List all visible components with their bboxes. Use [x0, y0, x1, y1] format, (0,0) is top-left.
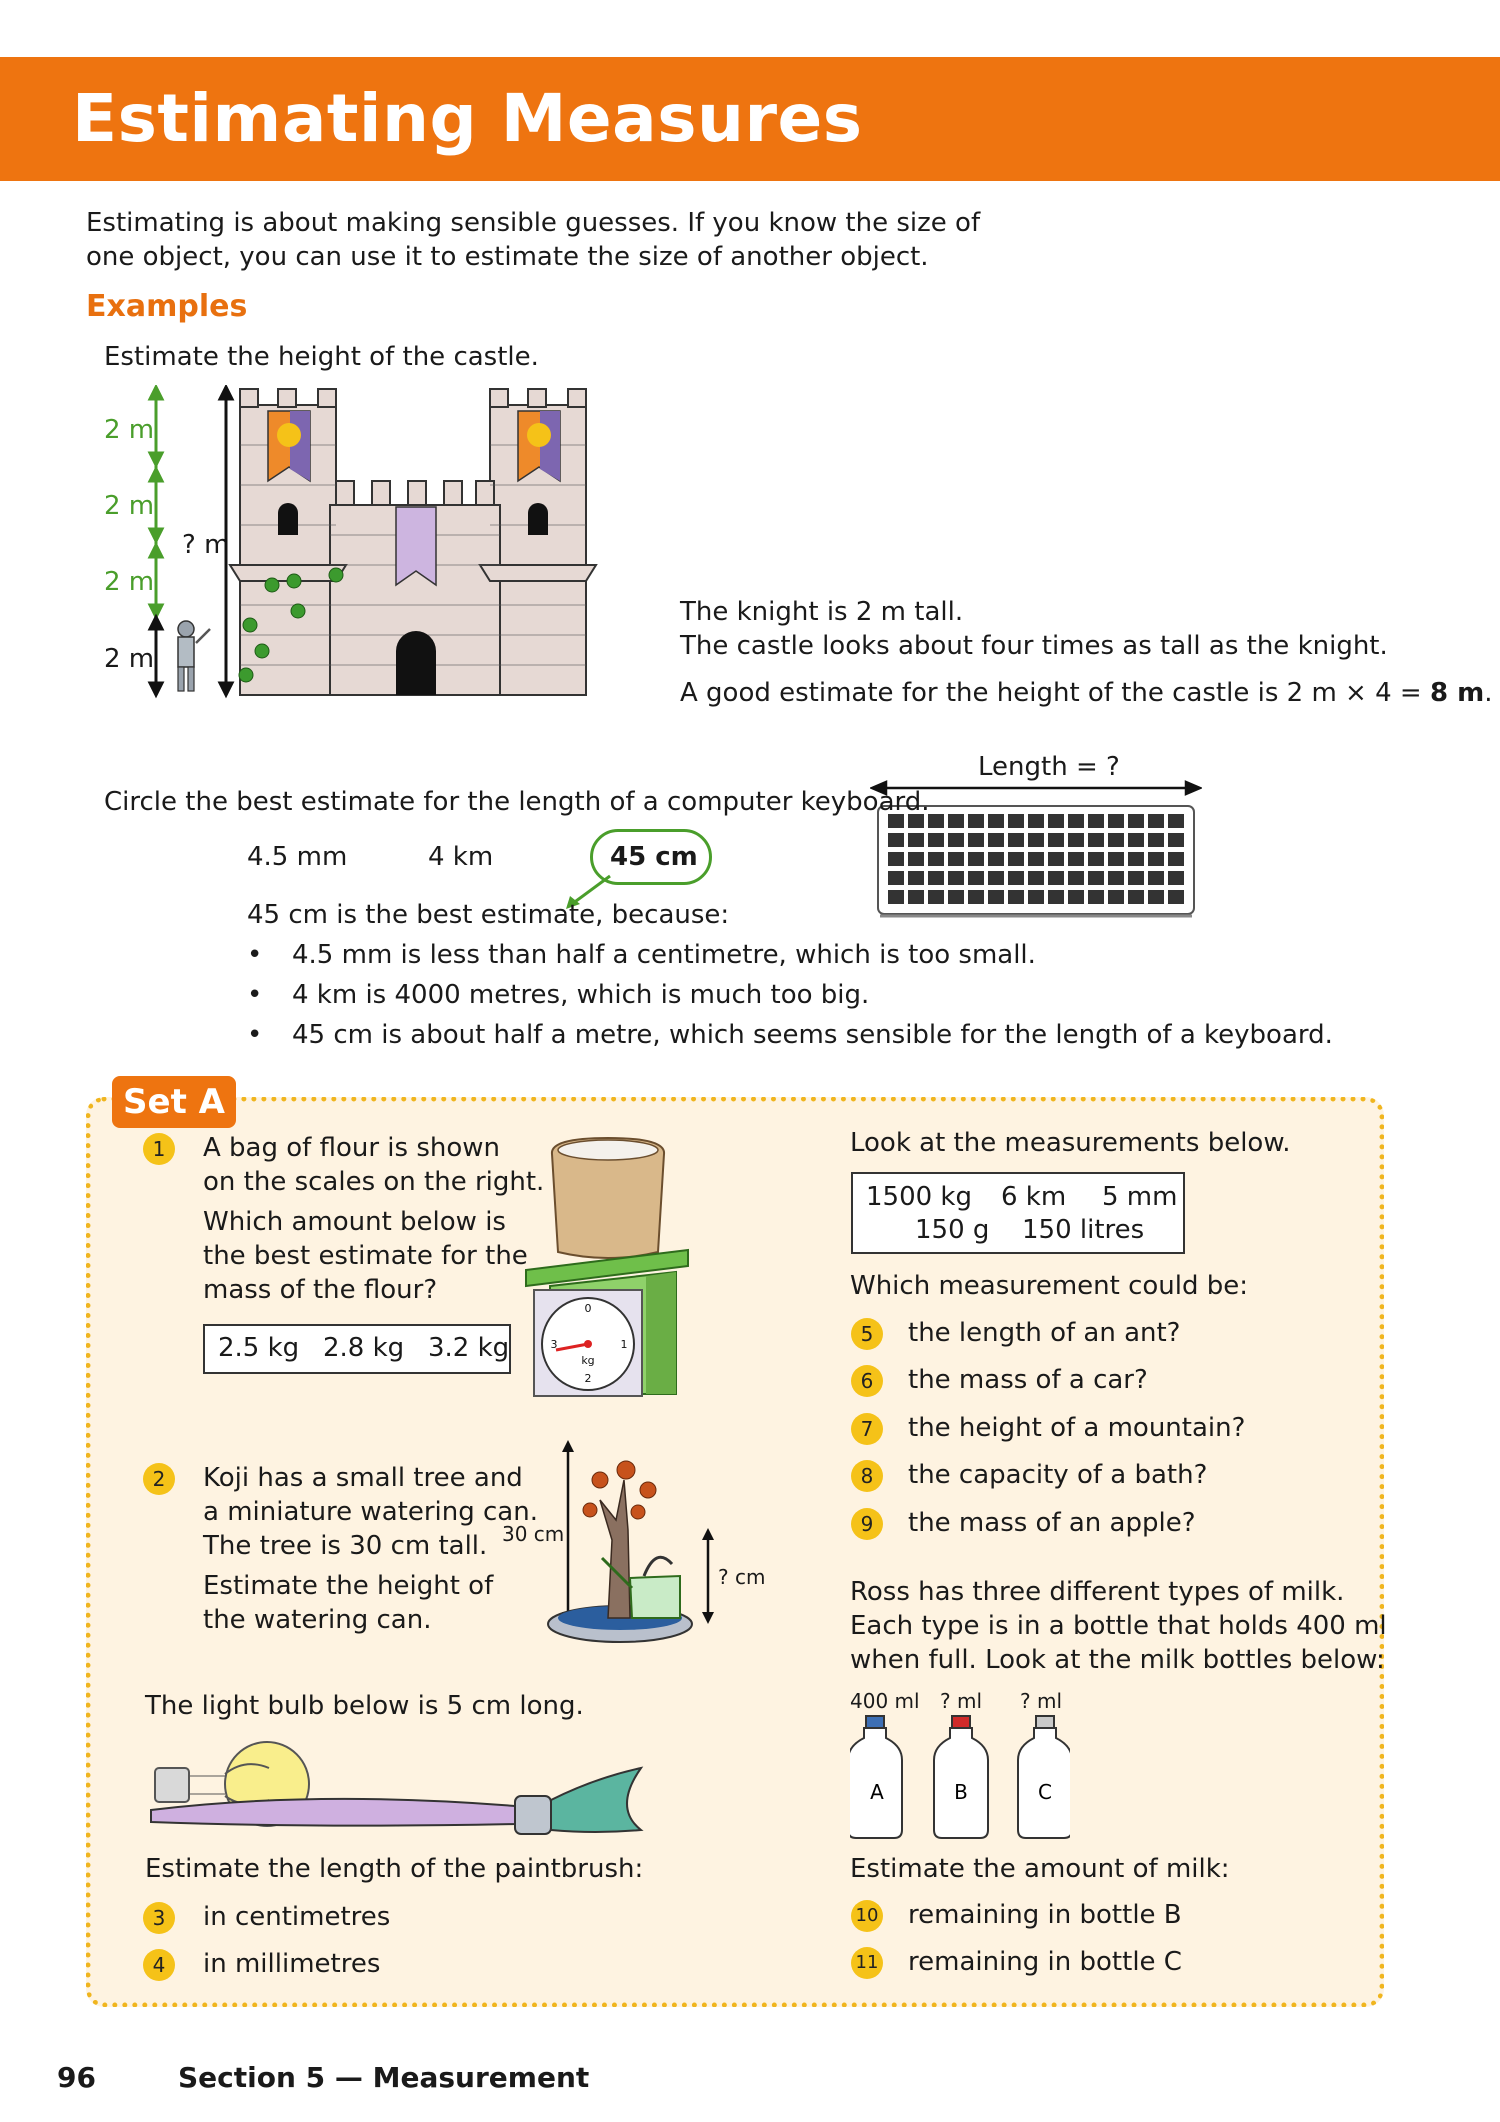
- keyboard-key: [1108, 871, 1124, 885]
- keyboard-key: [1048, 890, 1064, 904]
- question-number-4: 4: [143, 1949, 175, 1981]
- scale-unit: kg: [581, 1354, 595, 1367]
- castle-answer: 8 m: [1429, 678, 1485, 708]
- keyboard-key: [948, 852, 964, 866]
- keyboard-key: [908, 890, 924, 904]
- keyboard-key: [1008, 814, 1024, 828]
- q11-text: remaining in bottle C: [908, 1947, 1182, 1977]
- keyboard-key: [948, 890, 964, 904]
- question-number-8: 8: [851, 1460, 883, 1492]
- milk-line-2: Each type is in a bottle that holds 400 ml: [850, 1611, 1387, 1641]
- keyboard-option-3: 45 cm: [610, 842, 698, 872]
- keyboard-key: [968, 871, 984, 885]
- keyboard-key: [1068, 871, 1084, 885]
- keyboard-key: [988, 833, 1004, 847]
- keyboard-key: [1088, 814, 1104, 828]
- can-height-label: ? cm: [718, 1565, 766, 1589]
- castle-explanation-3: A good estimate for the height of the castle is 2 m × 4 = 8 m.: [680, 678, 1493, 708]
- keyboard-key: [1108, 833, 1124, 847]
- question-number-1: 1: [143, 1133, 175, 1165]
- q2-line-5: the watering can.: [203, 1605, 432, 1635]
- tree-height-label: 30 cm: [502, 1522, 565, 1546]
- keyboard-key: [1128, 814, 1144, 828]
- section-title: Section 5 — Measurement: [178, 2061, 590, 2094]
- question-number-11: 11: [851, 1947, 883, 1979]
- keyboard-key: [1168, 890, 1184, 904]
- measurement-2: 6 km: [1001, 1182, 1067, 1212]
- keyboard-key: [1008, 852, 1024, 866]
- keyboard-key: [928, 814, 944, 828]
- intro-line-2: one object, you can use it to estimate the size of another object.: [86, 242, 929, 272]
- question-number-5: 5: [851, 1318, 883, 1350]
- question-number-7: 7: [851, 1413, 883, 1445]
- keyboard-key: [948, 871, 964, 885]
- keyboard-bullet-3: 45 cm is about half a metre, which seems sensible for the length of a keyboard.: [292, 1020, 1333, 1050]
- keyboard-key: [1088, 833, 1104, 847]
- q10-text: remaining in bottle B: [908, 1900, 1182, 1930]
- keyboard-key: [928, 871, 944, 885]
- keyboard-key: [1108, 852, 1124, 866]
- q1-line-4: the best estimate for the: [203, 1241, 528, 1271]
- segment-label-3: 2 m: [104, 567, 155, 597]
- measurement-3: 5 mm: [1102, 1182, 1178, 1212]
- keyboard-key: [908, 833, 924, 847]
- measurements-question: Which measurement could be:: [850, 1271, 1249, 1301]
- q2-line-4: Estimate the height of: [203, 1571, 494, 1601]
- q3-text: in centimetres: [203, 1902, 391, 1932]
- bottle-letter-c: C: [1038, 1780, 1052, 1804]
- bottle-b-capacity: ? ml: [940, 1689, 983, 1713]
- q2-line-3: The tree is 30 cm tall.: [203, 1531, 488, 1561]
- segment-label-1: 2 m: [104, 415, 155, 445]
- keyboard-bullet-1: 4.5 mm is less than half a centimetre, which is too small.: [292, 940, 1036, 970]
- keyboard-key: [1148, 890, 1164, 904]
- set-a-label: Set A: [112, 1076, 236, 1128]
- keyboard-key: [1048, 852, 1064, 866]
- question-number-9: 9: [851, 1508, 883, 1540]
- bottle-c-capacity: ? ml: [1020, 1689, 1063, 1713]
- q1-line-1: A bag of flour is shown: [203, 1133, 501, 1163]
- keyboard-key: [888, 871, 904, 885]
- paintbrush-prompt: Estimate the length of the paintbrush:: [145, 1854, 644, 1884]
- scale-tick-3: 3: [550, 1338, 558, 1351]
- keyboard-key: [908, 871, 924, 885]
- question-number-6: 6: [851, 1365, 883, 1397]
- scale-tick-2: 2: [584, 1372, 592, 1385]
- q4-text: in millimetres: [203, 1949, 381, 1979]
- keyboard-key: [948, 814, 964, 828]
- keyboard-key: [888, 852, 904, 866]
- keyboard-key: [1028, 852, 1044, 866]
- q1-option-3: 3.2 kg: [428, 1333, 510, 1363]
- keyboard-key: [1028, 814, 1044, 828]
- q8-text: the capacity of a bath?: [908, 1460, 1208, 1490]
- segment-label-2: 2 m: [104, 491, 155, 521]
- q1-option-2: 2.8 kg: [323, 1333, 405, 1363]
- milk-bottles-illustration: [850, 1714, 1070, 1840]
- q1-line-5: mass of the flour?: [203, 1275, 438, 1305]
- keyboard-key: [1128, 871, 1144, 885]
- keyboard-key: [1048, 814, 1064, 828]
- q9-text: the mass of an apple?: [908, 1508, 1196, 1538]
- keyboard-key: [1088, 852, 1104, 866]
- keyboard-key: [1028, 833, 1044, 847]
- keyboard-key: [928, 833, 944, 847]
- keyboard-key: [1088, 871, 1104, 885]
- q2-line-2: a miniature watering can.: [203, 1497, 538, 1527]
- tree-watering-can-illustration: [520, 1440, 720, 1652]
- keyboard-key: [1148, 871, 1164, 885]
- q5-text: the length of an ant?: [908, 1318, 1181, 1348]
- keyboard-key: [928, 852, 944, 866]
- scale-tick-0: 0: [584, 1302, 592, 1315]
- keyboard-key: [948, 833, 964, 847]
- q7-text: the height of a mountain?: [908, 1413, 1246, 1443]
- keyboard-key: [968, 890, 984, 904]
- q6-text: the mass of a car?: [908, 1365, 1148, 1395]
- bottle-letter-b: B: [954, 1780, 968, 1804]
- keyboard-option-2: 4 km: [428, 842, 494, 872]
- question-number-2: 2: [143, 1463, 175, 1495]
- measurement-5: 150 litres: [1022, 1215, 1145, 1245]
- measurements-intro: Look at the measurements below.: [850, 1128, 1291, 1158]
- keyboard-key: [1028, 890, 1044, 904]
- green-measure-arrows: [150, 387, 162, 617]
- keyboard-key: [1168, 833, 1184, 847]
- keyboard-key: [888, 890, 904, 904]
- keyboard-key: [968, 814, 984, 828]
- keyboard-key: [1068, 852, 1084, 866]
- keyboard-key: [1148, 833, 1164, 847]
- flour-scales-illustration: [520, 1132, 696, 1402]
- keyboard-reason-intro: 45 cm is the best estimate, because:: [247, 900, 730, 930]
- keyboard-key: [1008, 890, 1024, 904]
- milk-prompt: Estimate the amount of milk:: [850, 1854, 1230, 1884]
- examples-heading: Examples: [86, 289, 248, 324]
- keyboard-key: [1108, 814, 1124, 828]
- knight-figure: [178, 621, 210, 691]
- keyboard-key: [1168, 814, 1184, 828]
- keyboard-bullet-dot: •: [247, 940, 263, 970]
- castle-illustration: [140, 385, 620, 705]
- keyboard-key: [1108, 890, 1124, 904]
- keyboard-key: [1068, 890, 1084, 904]
- segment-label-4: 2 m: [104, 644, 155, 674]
- q2-line-1: Koji has a small tree and: [203, 1463, 523, 1493]
- keyboard-prompt: Circle the best estimate for the length of a computer keyboard.: [104, 787, 930, 817]
- keyboard-option-1: 4.5 mm: [247, 842, 348, 872]
- keyboard-key: [1128, 852, 1144, 866]
- castle-explanation-1: The knight is 2 m tall.: [680, 597, 964, 627]
- bulb-paintbrush-illustration: [145, 1738, 645, 1850]
- keyboard-bullet-2: 4 km is 4000 metres, which is much too big.: [292, 980, 870, 1010]
- keyboard-length-label: Length = ?: [978, 752, 1120, 782]
- bottle-a-capacity: 400 ml: [850, 1689, 920, 1713]
- scale-tick-1: 1: [620, 1338, 628, 1351]
- keyboard-key: [988, 814, 1004, 828]
- keyboard-key: [1008, 833, 1024, 847]
- q1-line-2: on the scales on the right.: [203, 1167, 545, 1197]
- keyboard-key: [1008, 871, 1024, 885]
- keyboard-key: [1068, 833, 1084, 847]
- bulb-statement: The light bulb below is 5 cm long.: [145, 1691, 584, 1721]
- keyboard-key: [1048, 833, 1064, 847]
- page-header: [0, 57, 1500, 181]
- keyboard-key: [988, 871, 1004, 885]
- keyboard-key: [968, 852, 984, 866]
- keyboard-key: [908, 852, 924, 866]
- question-number-3: 3: [143, 1902, 175, 1934]
- page-number: 96: [57, 2061, 96, 2094]
- unknown-height-label: ? m: [182, 530, 230, 560]
- milk-line-3: when full. Look at the milk bottles below:: [850, 1645, 1385, 1675]
- q1-line-3: Which amount below is: [203, 1207, 506, 1237]
- keyboard-key: [1148, 852, 1164, 866]
- question-number-10: 10: [851, 1900, 883, 1932]
- intro-line-1: Estimating is about making sensible guesses. If you know the size of: [86, 208, 981, 238]
- castle-prompt: Estimate the height of the castle.: [104, 342, 539, 372]
- milk-line-1: Ross has three different types of milk.: [850, 1577, 1345, 1607]
- keyboard-key: [968, 833, 984, 847]
- measurement-4: 150 g: [915, 1215, 990, 1245]
- keyboard-key: [1148, 814, 1164, 828]
- keyboard-key: [1048, 871, 1064, 885]
- castle-explanation-2: The castle looks about four times as tall as the knight.: [680, 631, 1388, 661]
- keyboard-key: [888, 833, 904, 847]
- q1-option-1: 2.5 kg: [218, 1333, 300, 1363]
- keyboard-key: [1068, 814, 1084, 828]
- keyboard-key: [1168, 871, 1184, 885]
- keyboard-key: [1088, 890, 1104, 904]
- bottle-letter-a: A: [870, 1780, 884, 1804]
- keyboard-key: [1028, 871, 1044, 885]
- keyboard-key: [928, 890, 944, 904]
- measurement-1: 1500 kg: [866, 1182, 972, 1212]
- keyboard-key: [988, 852, 1004, 866]
- keyboard-key: [1168, 852, 1184, 866]
- keyboard-key: [1128, 890, 1144, 904]
- keyboard-key: [988, 890, 1004, 904]
- keyboard-key: [1128, 833, 1144, 847]
- page-title: Estimating Measures: [72, 80, 863, 157]
